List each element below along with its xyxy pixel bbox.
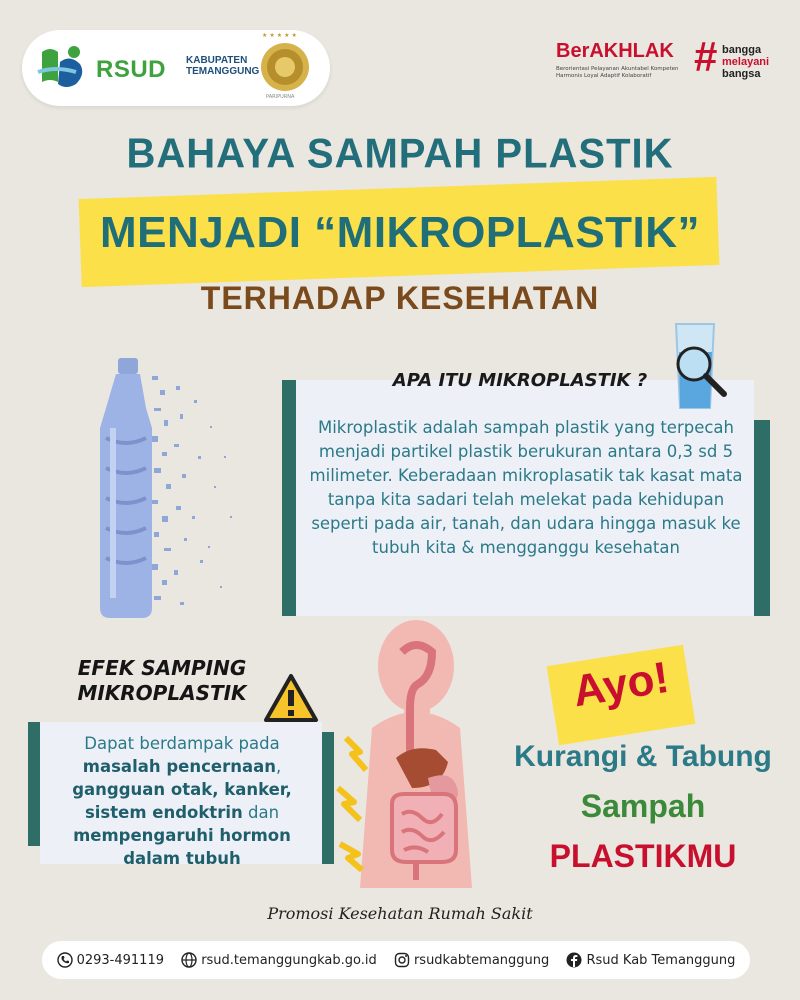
temanggung-line: TEMANGGUNG — [186, 66, 260, 77]
effect-digestion: masalah pencernaan — [82, 757, 276, 776]
bangga-melayani-bangsa — [722, 44, 769, 80]
microplastic-particles-icon — [150, 356, 260, 626]
facebook-text: Rsud Kab Temanggung — [586, 952, 736, 968]
rsud-logo-icon — [36, 42, 94, 94]
website-text: rsud.temanggungkab.go.id — [201, 952, 377, 968]
website-link[interactable] — [181, 952, 377, 968]
definition-body: Mikroplastik adalah sampah plastik yang terpecah menjadi partikel plastik berukuran antara 0,3 sd 5 milimeter. Keberadaan mikroplasatik tak kasat mata tanpa kita sadari telah melekat pada kehidupan seperti pada air, tanah, dan udara hingga masuk ke tubuh kita & mengganggu kesehatan — [309, 418, 743, 557]
definition-heading: APA ITU MIKROPLASTIK ? — [392, 370, 648, 391]
card-accent-right — [752, 420, 770, 616]
title-line-2: MENJADI “MIKROPLASTIK” — [99, 208, 701, 257]
kabupaten-line: KABUPATEN — [186, 55, 248, 66]
side-effect-heading-line-1: EFEK SAMPING — [77, 656, 247, 680]
promo-caption: Promosi Kesehatan Rumah Sakit — [267, 904, 533, 923]
ayo-label: Ayo! — [569, 652, 673, 717]
effect-hormone: mempengaruhi hormon — [73, 826, 291, 845]
side-effect-body — [44, 732, 320, 870]
berakhlak-logo: BerAKHLAK — [556, 40, 674, 62]
side-effect-heading-line-2: MIKROPLASTIK — [77, 681, 247, 705]
bangsa-word: bangsa — [722, 68, 761, 80]
effect-in-body: dalam tubuh — [123, 849, 241, 868]
title-line-3: TERHADAP KESEHATAN — [200, 280, 600, 316]
effect-endocrine: sistem endoktrin — [84, 803, 243, 822]
melayani-word: melayani — [722, 56, 770, 68]
hospital-logo-badge — [22, 30, 330, 106]
paripurna-seal-icon — [258, 40, 312, 94]
cta-line-1: Kurangi & Tabung — [514, 740, 772, 773]
phone-icon — [57, 952, 73, 968]
phone-contact[interactable] — [57, 952, 164, 968]
water-glass-magnifier-icon — [672, 322, 742, 414]
cta-line-3: PLASTIKMU — [549, 838, 737, 874]
instagram-text: rsudkabtemanggung — [413, 952, 550, 968]
contact-footer — [42, 941, 750, 979]
warning-icon — [262, 672, 320, 726]
title-line-1: BAHAYA SAMPAH PLASTIK — [126, 130, 674, 178]
kabupaten-label — [186, 55, 259, 77]
hashtag-icon: # — [694, 33, 718, 80]
plastic-bottle-icon — [96, 358, 156, 620]
facebook-link[interactable] — [566, 952, 735, 968]
effect-brain-cancer: gangguan otak, kanker, — [72, 780, 292, 799]
digestive-system-icon — [332, 618, 502, 888]
effect-separator: , — [275, 757, 282, 776]
seal-caption: PARIPURNA — [266, 94, 295, 100]
stars-icon: ★★★★★ — [262, 32, 299, 39]
effect-intro: Dapat berdampak pada — [84, 734, 280, 753]
phone-text: 0293-491119 — [76, 952, 164, 968]
instagram-link[interactable] — [394, 952, 549, 968]
globe-icon — [181, 952, 197, 968]
cta-line-2: Sampah — [580, 788, 706, 824]
side-effect-heading — [62, 656, 262, 706]
instagram-icon — [394, 952, 410, 968]
effect-and: dan — [242, 803, 280, 822]
berakhlak-tagline: Berorientasi Pelayanan Akuntabel Kompeten Harmonis Loyal Adaptif Kolaboratif — [556, 66, 679, 79]
bangga-word: bangga — [722, 44, 762, 56]
rsud-wordmark: RSUD — [96, 56, 167, 83]
facebook-icon — [566, 952, 582, 968]
